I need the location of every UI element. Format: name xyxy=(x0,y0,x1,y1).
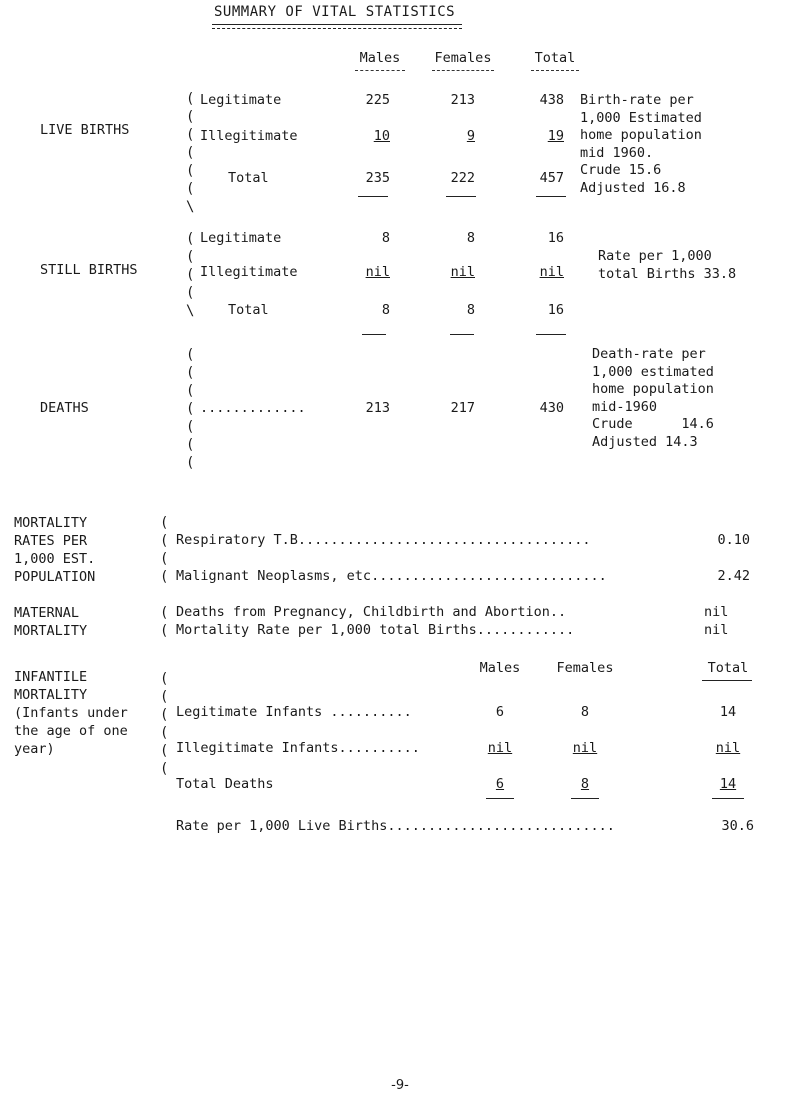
header-total: Total xyxy=(534,50,576,66)
rule xyxy=(712,798,744,799)
row-label: Legitimate xyxy=(200,92,282,108)
cell-males: 6 xyxy=(495,776,505,792)
header-total-rule xyxy=(531,70,579,71)
rule xyxy=(450,334,474,335)
rule xyxy=(358,196,388,197)
cell-males: nil xyxy=(365,264,390,280)
brace: ( ( ( ( ( ( xyxy=(160,671,169,777)
section-live-births: LIVE BIRTHS xyxy=(40,122,130,138)
cell-females: 8 xyxy=(466,230,475,246)
maternal-value: nil xyxy=(704,604,729,620)
brace: ( ( ( ( ( ( ( xyxy=(186,347,195,471)
cell-males: 8 xyxy=(381,302,390,318)
row-label: Illegitimate xyxy=(200,264,298,280)
rule xyxy=(362,334,386,335)
cell-males: 213 xyxy=(365,400,390,416)
title-underline-2 xyxy=(212,28,462,29)
page-title: SUMMARY OF VITAL STATISTICS xyxy=(214,4,456,20)
rule xyxy=(536,196,566,197)
row-label: Legitimate xyxy=(200,230,282,246)
cell-total: 457 xyxy=(539,170,564,186)
brace: ( ( ( ( xyxy=(160,515,169,585)
cell-total: 16 xyxy=(547,302,564,318)
mortality-row: Malignant Neoplasms, etc............................. xyxy=(176,568,607,584)
infant-rate-label: Rate per 1,000 Live Births............................ xyxy=(176,818,615,834)
infant-rate-value: 30.6 xyxy=(721,818,754,834)
cell-total: 430 xyxy=(539,400,564,416)
cell-males: 10 xyxy=(373,128,390,144)
section-maternal: MATERNAL MORTALITY xyxy=(14,605,88,639)
rule xyxy=(702,680,752,681)
section-mortality-rates: MORTALITY RATES PER 1,000 EST. POPULATION xyxy=(14,515,96,585)
title-underline xyxy=(212,24,462,25)
cell-total: nil xyxy=(539,264,564,280)
infant-row-label: Total Deaths xyxy=(176,776,274,792)
brace: ( ( ( ( \ xyxy=(186,231,195,319)
header-females-rule xyxy=(432,70,494,71)
header-females: Females xyxy=(434,50,492,66)
cell-total: 14 xyxy=(719,776,737,792)
cell-females: 8 xyxy=(466,302,475,318)
still-birth-rate-note: Rate per 1,000 total Births 33.8 xyxy=(598,248,737,282)
rule xyxy=(536,334,566,335)
cell-females: nil xyxy=(450,264,475,280)
row-label: Total xyxy=(228,302,269,318)
mortality-value: 0.10 xyxy=(717,532,750,548)
infant-row-label: Legitimate Infants .......... xyxy=(176,704,412,720)
cell-females: 9 xyxy=(466,128,475,144)
brace: ( ( ( ( ( ( \ xyxy=(186,91,195,215)
header-males: Males xyxy=(359,50,401,66)
cell-females: 8 xyxy=(580,704,590,720)
cell-males: nil xyxy=(487,740,513,756)
section-deaths: DEATHS xyxy=(40,400,89,416)
row-label: Illegitimate xyxy=(200,128,298,144)
birth-rate-note: Birth-rate per 1,000 Estimated home population mid 1960. Crude 15.6 Adjusted 16.8 xyxy=(580,92,702,196)
rule xyxy=(446,196,476,197)
cell-total: 438 xyxy=(539,92,564,108)
maternal-row: Mortality Rate per 1,000 total Births............ xyxy=(176,622,575,638)
brace: ( ( xyxy=(160,605,169,639)
page-number: -9- xyxy=(391,1078,409,1093)
maternal-row: Deaths from Pregnancy, Childbirth and Abortion.. xyxy=(176,604,567,620)
cell-males: 6 xyxy=(495,704,505,720)
cell-females: 8 xyxy=(580,776,590,792)
cell-females: nil xyxy=(572,740,598,756)
inf-header-total: Total xyxy=(707,660,749,676)
row-label: Total xyxy=(228,170,269,186)
rule xyxy=(571,798,599,799)
cell-total: 19 xyxy=(547,128,564,144)
mortality-row: Respiratory T.B.................................... xyxy=(176,532,591,548)
maternal-value: nil xyxy=(704,622,729,638)
cell-total: nil xyxy=(715,740,741,756)
cell-total: 16 xyxy=(547,230,564,246)
header-males-rule xyxy=(355,70,405,71)
death-rate-note: Death-rate per 1,000 estimated home population mid-1960 Crude 14.6 Adjusted 14.3 xyxy=(592,346,714,450)
infant-row-label: Illegitimate Infants.......... xyxy=(176,740,420,756)
deaths-dots: ............. xyxy=(200,400,306,416)
cell-males: 235 xyxy=(365,170,390,186)
cell-females: 213 xyxy=(450,92,475,108)
cell-males: 225 xyxy=(365,92,390,108)
cell-males: 8 xyxy=(381,230,390,246)
cell-females: 217 xyxy=(450,400,475,416)
cell-females: 222 xyxy=(450,170,475,186)
rule xyxy=(486,798,514,799)
section-infantile: INFANTILE MORTALITY (Infants under the age of one year) xyxy=(14,669,128,757)
inf-header-males: Males xyxy=(479,660,521,676)
cell-total: 14 xyxy=(719,704,737,720)
inf-header-females: Females xyxy=(556,660,614,676)
mortality-value: 2.42 xyxy=(717,568,750,584)
section-still-births: STILL BIRTHS xyxy=(40,262,138,278)
